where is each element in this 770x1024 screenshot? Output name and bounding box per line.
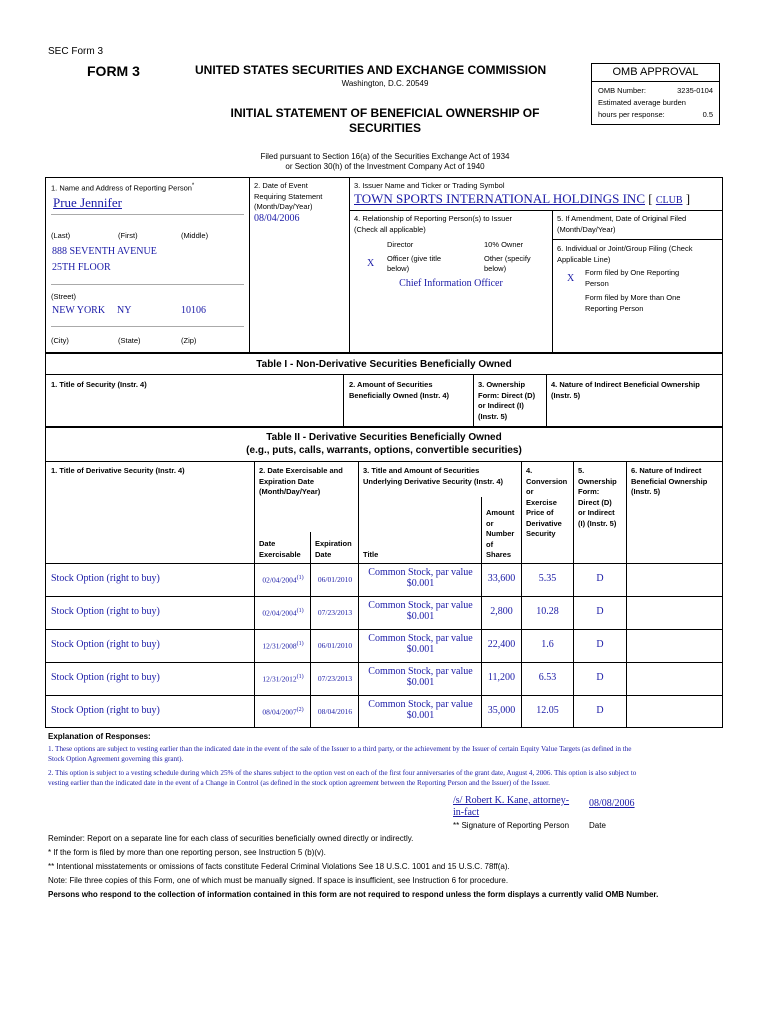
table-2-title-line2: (e.g., puts, calls, warrants, options, convertible securities) [246,445,522,456]
zip-value: 10106 [181,305,206,316]
t1-col-amount: 2. Amount of Securities Beneficially Owned (Instr. 4) [349,380,450,400]
state-label: (State) [118,336,141,345]
one-person-option: Form filed by One Reporting Person [585,268,680,288]
row-expiration: 07/23/2013 [317,674,353,683]
footnote-2: 2. This option is subject to a vesting schedule during which 25% of the shares subject to the option vest on each of the first four anniversaries of the grant date, August 4, 2006. This option is also subject to vesting earlier than the indicated date in the event of a Change in Control (as defined in the stock option agreement between the Reporting Person and the Issuer) of the Issuer. [48,769,637,787]
row-form: D [596,672,604,683]
t2-sub-date-exercisable: Date Exercisable [259,539,301,559]
row-security: Stock Option (right to buy) [51,672,160,683]
t2-col-ownership-form: 5. Ownership Form: Direct (D) or Indirect (I) (Instr. 5) [578,466,617,528]
row-shares: 11,200 [487,672,516,683]
omb-burden-label: Estimated average burden [598,98,686,107]
explanation-heading: Explanation of Responses: [48,732,151,741]
footnote-1: 1. These options are subject to vesting earlier than the indicated date in the event of the sale of the Issuer to a third party, or the achievement by the Issuer of certain Equity Value Targets (as defined in the Stock Option Agreement governing this grant). [48,745,632,763]
row-expiration: 06/01/2010 [317,575,353,584]
row-exercisable: 12/31/2008$^{(1)}$ [262,641,304,651]
row-security: Stock Option (right to buy) [51,573,160,584]
middle-label: (Middle) [181,231,209,240]
t2-sub-expiration: Expiration Date [315,539,352,559]
event-date: 08/04/2006 [254,213,300,224]
row-underlying-title: Common Stock, par value $0.001 [368,633,473,655]
row-underlying-title: Common Stock, par value $0.001 [368,699,473,721]
box4-label: 4. Relationship of Reporting Person(s) to Issuer (Check all applicable) [354,214,512,234]
signature: /s/ Robert K. Kane, attorney- in-fact [453,795,570,818]
box1-label: 1. Name and Address of Reporting Person* [51,183,195,193]
signature-date: 08/08/2006 [589,798,635,809]
row-shares: 35,000 [487,705,516,716]
zip-label: (Zip) [181,336,197,345]
omb-hours-label: hours per response: [598,110,665,119]
row-form: D [596,705,604,716]
reminder-text: Reminder: Report on a separate line for each class of securities beneficially owned directly or indirectly. [48,834,414,843]
row-exercisable: 08/04/2007$^{(2)}$ [262,707,304,717]
row-expiration: 07/23/2013 [317,608,353,617]
row-form: D [596,606,604,617]
row-underlying-title: Common Stock, par value $0.001 [368,600,473,622]
form-number: FORM 3 [87,63,140,79]
box6-label: 6. Individual or Joint/Group Filing (Check Applicable Line) [557,244,693,264]
omb-hours-value: 0.5 [702,110,713,119]
one-person-check-mark: X [567,273,575,284]
row-shares: 33,600 [487,573,516,584]
row-expiration: 06/01/2010 [317,641,353,650]
reporting-person-name: Prue Jennifer [53,195,122,210]
agency-title: UNITED STATES SECURITIES AND EXCHANGE COMMISSION [195,63,547,77]
city-value: NEW YORK [52,305,106,316]
issuer-name: TOWN SPORTS INTERNATIONAL HOLDINGS INC [ CLUB ] [354,191,691,206]
row-price: 6.53 [538,672,557,683]
form-title-line2: SECURITIES [348,121,421,135]
row-price: 10.28 [536,606,559,617]
row-price: 1.6 [541,639,554,650]
form-title-line1: INITIAL STATEMENT OF BENEFICIAL OWNERSHIP OF [230,106,540,120]
t2-sub-title: Title [363,550,379,559]
t2-col-conversion: 4. Conversion or Exercise Price of Derivative Security [526,466,568,538]
row-exercisable: 02/04/2004$^{(1)}$ [262,575,304,585]
t1-col-ownership: 3. Ownership Form: Direct (D) or Indirect (I) (Instr. 5) [478,380,536,421]
row-security: Stock Option (right to buy) [51,705,160,716]
row-form: D [596,573,604,584]
row-expiration: 08/04/2016 [317,707,353,716]
row-security: Stock Option (right to buy) [51,606,160,617]
officer-title: Chief Information Officer [399,278,503,289]
t1-col-title: 1. Title of Security (Instr. 4) [51,380,147,389]
t2-col-nature: 6. Nature of Indirect Beneficial Ownership (Instr. 5) [631,466,708,496]
footnote-star-1: * If the form is filed by more than one reporting person, see Instruction 5 (b)(v). [48,848,326,857]
row-exercisable: 02/04/2004$^{(1)}$ [262,608,304,618]
footnote-star-2: ** Intentional misstatements or omissions of facts constitute Federal Criminal Violations See 18 U.S.C. 1001 and 15 U.S.C. 78ff(a). [48,862,510,871]
signature-date-label: Date [589,821,606,830]
filed-pursuant-line2: or Section 30(h) of the Investment Company Act of 1940 [285,162,485,171]
table-1-title: Table I - Non-Derivative Securities Beneficially Owned [256,359,512,370]
row-price: 12.05 [536,705,559,716]
row-exercisable: 12/31/2012$^{(1)}$ [262,674,304,684]
sec-form-label: SEC Form 3 [48,46,104,57]
director-option: Director [387,240,414,249]
omb-approval-box [591,63,720,125]
first-label: (First) [118,231,138,240]
t2-col-title: 1. Title of Derivative Security (Instr. 4) [51,466,185,475]
box2-label: 2. Date of Event Requiring Statement (Month/Day/Year) [254,181,323,211]
officer-check-mark: X [367,258,375,269]
last-label: (Last) [51,231,71,240]
omb-number-value: 3235-0104 [677,86,713,95]
other-option: Other (specify below) [484,254,531,273]
officer-option: Officer (give title below) [387,254,442,273]
filed-pursuant-line1: Filed pursuant to Section 16(a) of the Securities Exchange Act of 1934 [260,152,510,161]
omb-notice: Persons who respond to the collection of information contained in this form are not required to respond unless the form displays a currently valid OMB Number. [48,890,659,899]
t2-col-date: 2. Date Exercisable and Expiration Date (Month/Day/Year) [259,466,343,496]
street-label: (Street) [51,292,77,301]
row-underlying-title: Common Stock, par value $0.001 [368,666,473,688]
box3-label: 3. Issuer Name and Ticker or Trading Symbol [354,181,505,190]
row-security: Stock Option (right to buy) [51,639,160,650]
row-shares: 22,400 [487,639,516,650]
address-line2: 25TH FLOOR [52,262,111,273]
row-price: 5.35 [538,573,557,584]
signature-label: ** Signature of Reporting Person [453,821,570,830]
t2-col-underlying: 3. Title and Amount of Securities Underlying Derivative Security (Instr. 4) [363,466,504,486]
table-2-title-line1: Table II - Derivative Securities Beneficially Owned [266,432,502,443]
t2-sub-amount: Amount or Number of Shares [486,508,515,559]
ten-pct-owner-option: 10% Owner [484,240,524,249]
row-shares: 2,800 [490,606,513,617]
row-form: D [596,639,604,650]
multi-person-option: Form filed by More than One Reporting Person [585,293,681,313]
address-line1: 888 SEVENTH AVENUE [52,246,157,257]
omb-number-label: OMB Number: [598,86,646,95]
city-label: (City) [51,336,69,345]
box5-label: 5. If Amendment, Date of Original Filed (Month/Day/Year) [557,214,687,234]
omb-title: OMB APPROVAL [612,66,699,78]
t1-col-nature: 4. Nature of Indirect Beneficial Ownership (Instr. 5) [551,380,700,400]
filing-note: Note: File three copies of this Form, one of which must be manually signed. If space is insufficient, see Instruction 6 for procedure. [48,876,509,885]
state-value: NY [117,305,132,316]
agency-location: Washington, D.C. 20549 [341,79,429,88]
row-underlying-title: Common Stock, par value $0.001 [368,567,473,589]
